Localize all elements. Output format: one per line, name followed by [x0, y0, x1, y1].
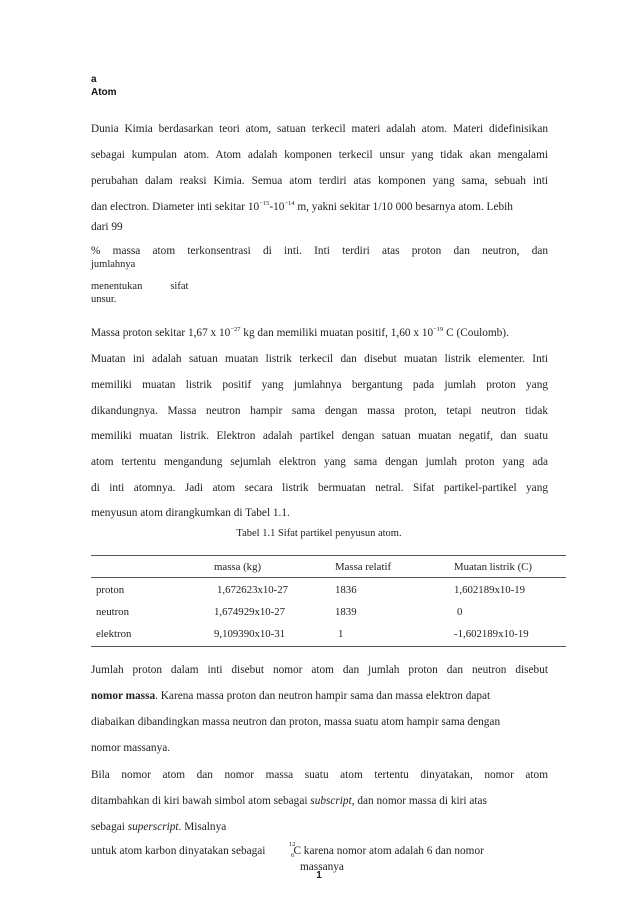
- exponent: −27: [230, 326, 241, 333]
- table-cell: 0: [457, 606, 463, 618]
- paragraph-3-line-4: nomor massanya.: [91, 742, 171, 754]
- text-run: . Karena massa proton dan neutron hampir sama dan massa elektron dapat: [155, 690, 491, 702]
- table-cell: 1,602189x10-19: [454, 584, 526, 596]
- section-letter: a: [91, 74, 97, 85]
- paragraph-1-line-6: % massa atom terkonsentrasi di inti. Inti terdiri atas proton dan neutron, dan: [91, 245, 548, 257]
- italic-term: subscript: [310, 795, 352, 807]
- paragraph-1-line-9: unsur.: [91, 294, 117, 305]
- italic-term: superscript: [127, 821, 179, 833]
- text-run: Massa proton sekitar 1,67 x 10: [91, 327, 231, 339]
- table-bottom-rule: [91, 646, 566, 647]
- paragraph-2-line-4: dikandungnya. Massa neutron hampir sama dengan massa proton, tetapi neutron tidak: [91, 405, 548, 417]
- paragraph-1-line-7: jumlahnya: [91, 259, 136, 270]
- text-run: menentukan: [91, 281, 143, 292]
- paragraph-2-line-7: di inti atomnya. Jadi atom secara listrik bermuatan netral. Sifat partikel-partikel yang: [91, 482, 548, 494]
- paragraph-3-line-3: diabaikan dibandingkan massa neutron dan proton, massa suatu atom hampir sama dengan: [91, 716, 501, 728]
- paragraph-1-line-2: sebagai kumpulan atom. Atom adalah komponen terkecil unsur yang tidak akan mengalami: [91, 149, 548, 161]
- table-header-mass: massa (kg): [214, 561, 262, 573]
- paragraph-4-line-5: massanya: [300, 861, 344, 873]
- text-run: -10: [269, 201, 285, 213]
- table-cell: 1839: [335, 606, 357, 618]
- paragraph-4-line-4: [91, 844, 484, 858]
- text-run: dan electron. Diameter inti sekitar 10: [91, 201, 260, 213]
- text-run: . Misalnya: [178, 821, 227, 833]
- table-caption: Tabel 1.1 Sifat partikel penyusun atom.: [236, 528, 402, 539]
- text-run: C (Coulomb).: [443, 327, 509, 339]
- table-cell: elektron: [96, 628, 132, 640]
- paragraph-1-line-1: Dunia Kimia berdasarkan teori atom, satuan terkecil materi adalah atom. Materi didefinisikan: [91, 123, 548, 135]
- text-run: , dan nomor massa di kiri atas: [351, 795, 487, 807]
- table-top-rule: [91, 555, 566, 556]
- text-run: untuk atom karbon dinyatakan sebagai: [91, 845, 266, 857]
- paragraph-1-line-4: [91, 200, 513, 214]
- table-cell: 1,674929x10-27: [214, 606, 286, 618]
- section-title: Atom: [91, 87, 117, 98]
- table-header-relative: Massa relatif: [335, 561, 392, 573]
- paragraph-4-line-3: [91, 820, 226, 834]
- table-cell: proton: [96, 584, 125, 596]
- atomic-number: 6: [291, 852, 295, 859]
- paragraph-2-line-5: memiliki muatan listrik. Elektron adalah partikel dengan satuan muatan negatif, dan suatu: [91, 430, 548, 442]
- text-run: m, yakni sekitar 1/10 000 besarnya atom. Lebih: [294, 201, 513, 213]
- table-cell: neutron: [96, 606, 129, 618]
- bold-term: nomor massa: [91, 690, 156, 702]
- paragraph-1-line-8: [91, 280, 188, 294]
- exponent: −15: [259, 200, 270, 207]
- table-cell: 1: [338, 628, 344, 640]
- text-run: C karena nomor atom adalah 6 dan nomor: [293, 845, 484, 857]
- table-cell: 9,109390x10-31: [214, 628, 286, 640]
- text-run: sebagai: [91, 821, 128, 833]
- exponent: −19: [433, 326, 444, 333]
- text-run: ditambahkan di kiri bawah simbol atom sebagai: [91, 795, 311, 807]
- paragraph-3-line-1: Jumlah proton dalam inti disebut nomor atom dan jumlah proton dan neutron disebut: [91, 664, 548, 676]
- page-number: 1: [316, 870, 322, 881]
- table-header-rule: [91, 577, 566, 578]
- table-cell: -1,602189x10-19: [454, 628, 529, 640]
- paragraph-2-line-3: memiliki muatan listrik positif yang jumlahnya bergantung pada jumlah proton yang: [91, 379, 548, 391]
- table-cell: 1836: [335, 584, 357, 596]
- paragraph-2-line-6: atom tertentu mengandung sejumlah elektron yang sama dengan jumlah proton yang ada: [91, 456, 548, 468]
- paragraph-1-line-5: dari 99: [91, 221, 123, 233]
- paragraph-2-line-2: Muatan ini adalah satuan muatan listrik terkecil dan disebut muatan listrik elementer. Inti: [91, 353, 548, 365]
- exponent: −14: [284, 200, 295, 207]
- text-run: sifat: [170, 281, 189, 292]
- paragraph-4-line-1: Bila nomor atom dan nomor massa suatu atom tertentu dinyatakan, nomor atom: [91, 769, 548, 781]
- paragraph-3-line-2: [91, 689, 490, 703]
- mass-number: 12: [289, 841, 296, 848]
- paragraph-2-line-8: menyusun atom dirangkumkan di Tabel 1.1.: [91, 507, 290, 519]
- paragraph-1-line-3: perubahan dalam reaksi Kimia. Semua atom terdiri atas komponen yang sama, sebuah inti: [91, 175, 548, 187]
- paragraph-2-line-1: [91, 326, 509, 340]
- paragraph-4-line-2: [91, 794, 487, 808]
- table-cell: 1,672623x10-27: [217, 584, 289, 596]
- text-run: kg dan memiliki muatan positif, 1,60 x 10: [240, 327, 434, 339]
- table-header-charge: Muatan listrik (C): [454, 561, 532, 573]
